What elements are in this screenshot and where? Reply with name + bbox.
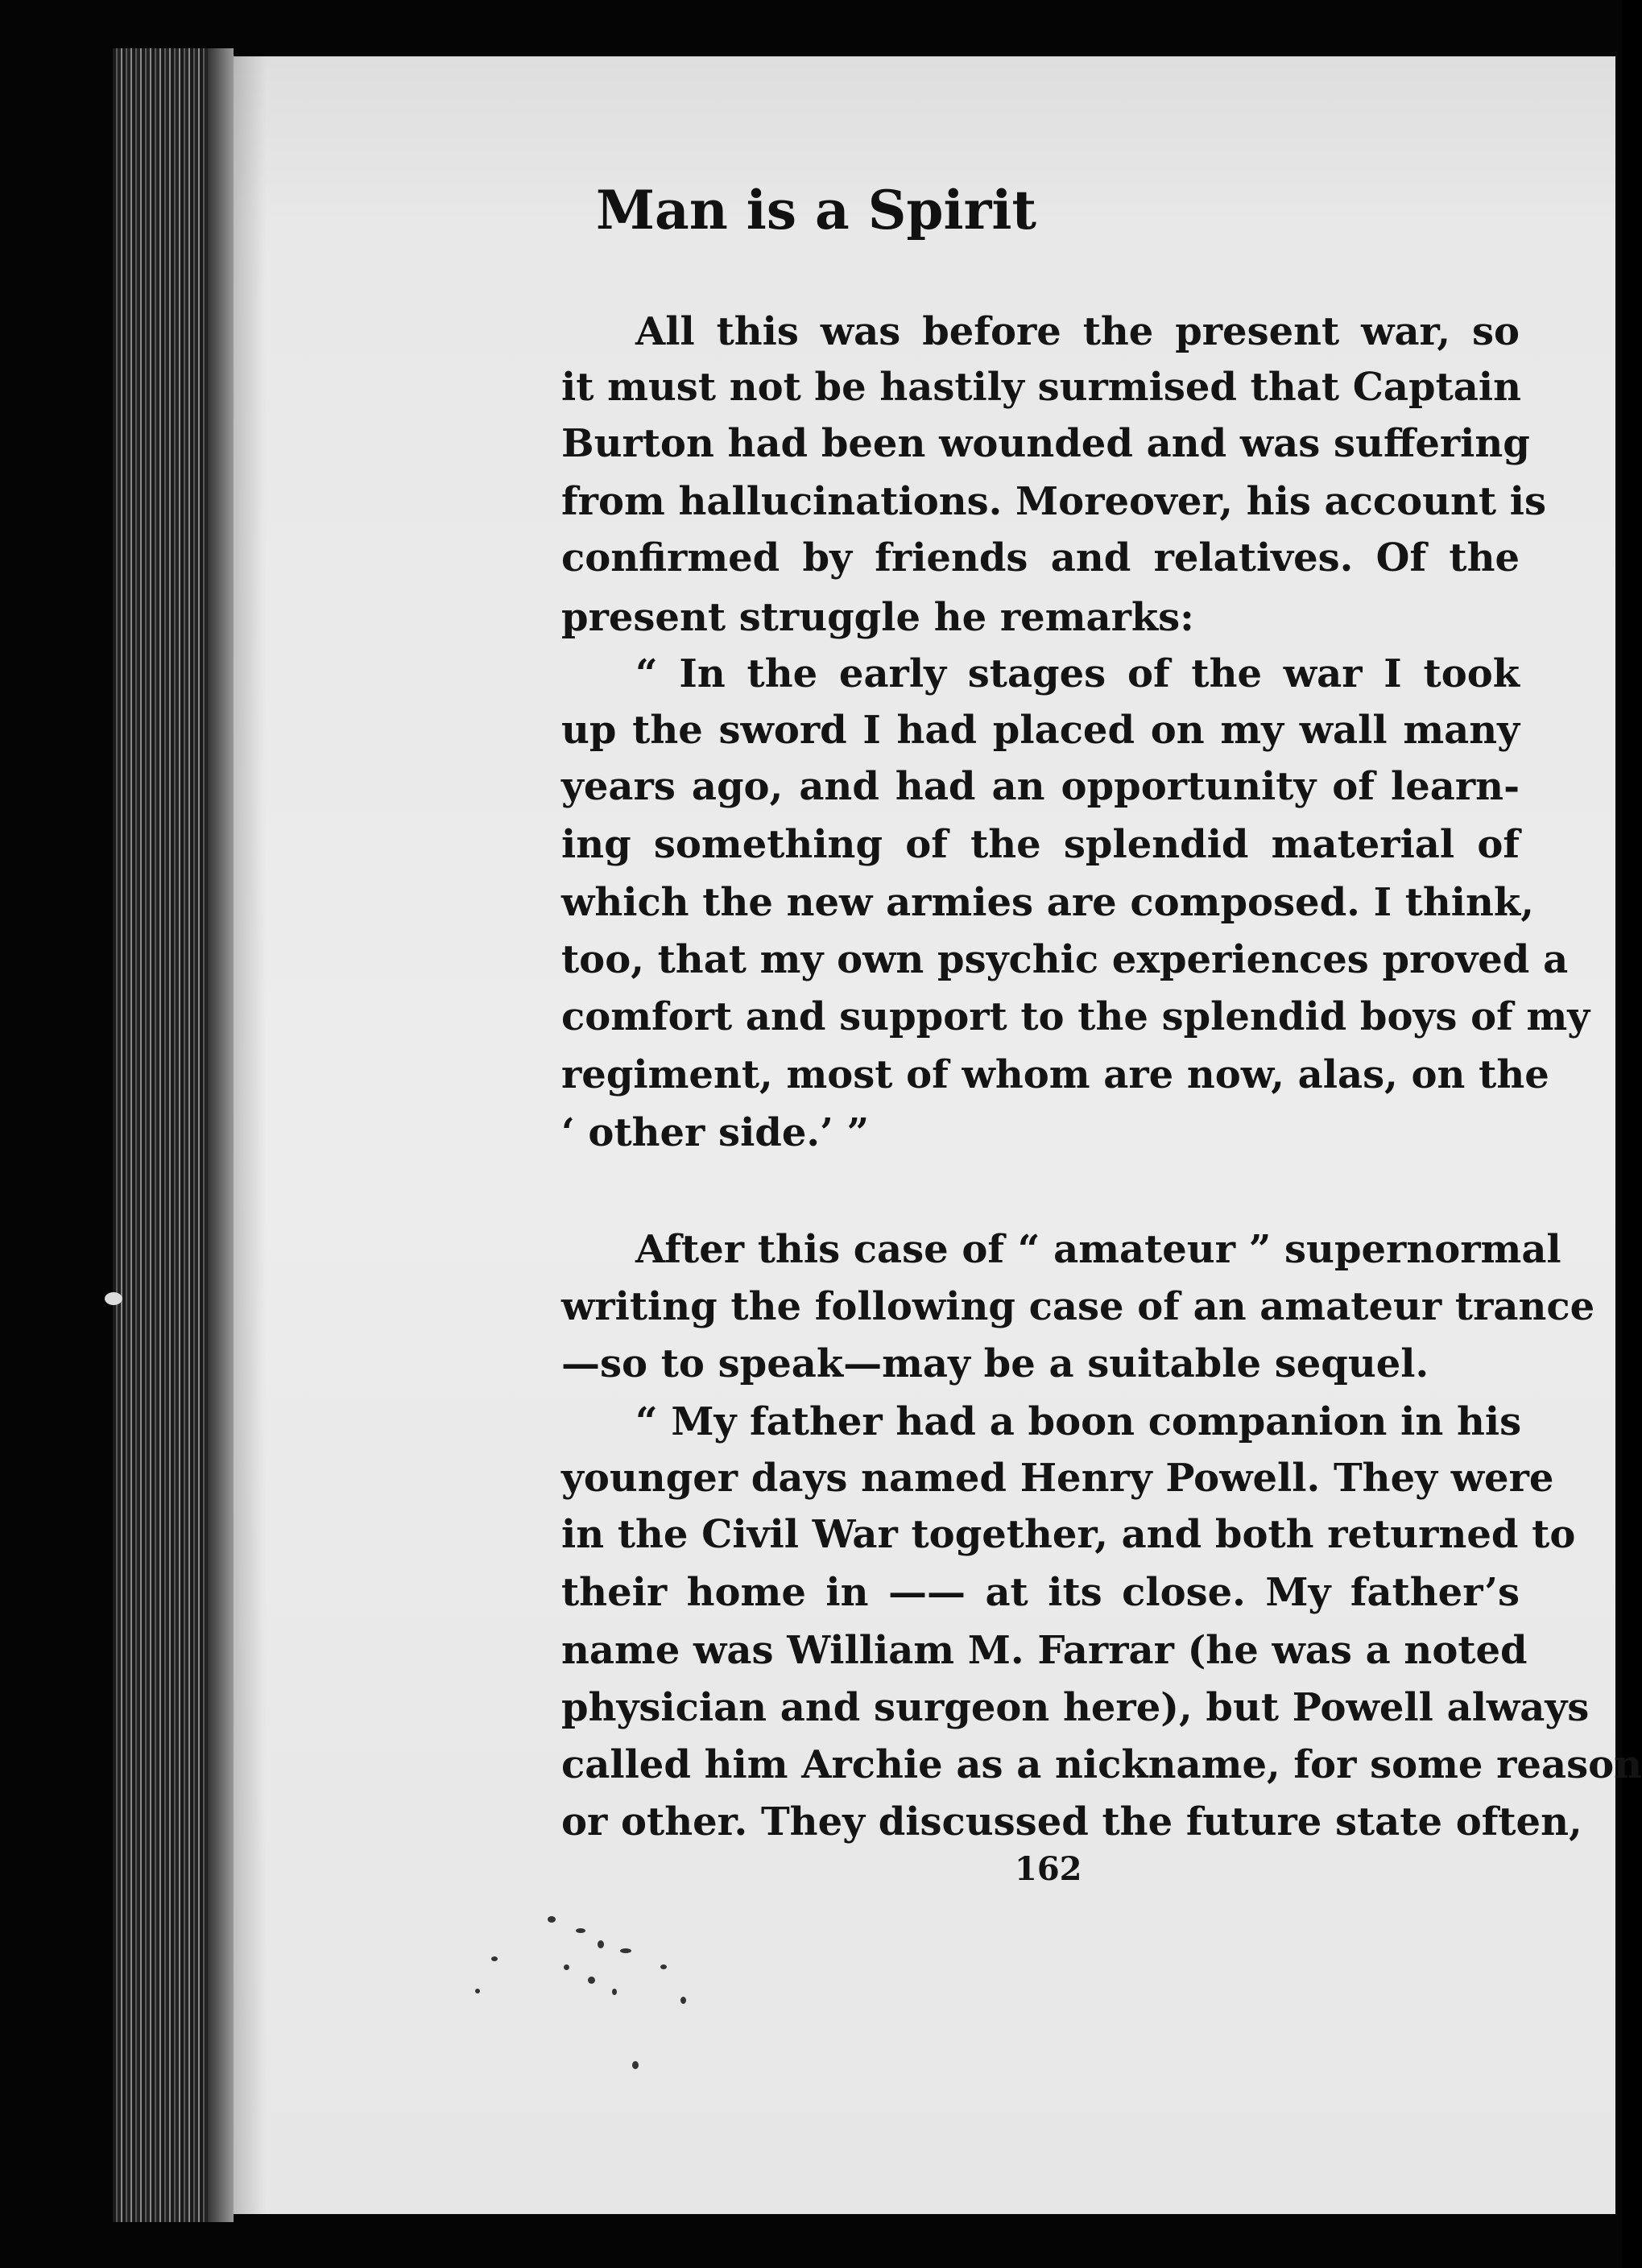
scan-speckle	[588, 1977, 595, 1984]
text-line: writing the following case of an amateur trance	[561, 1284, 1595, 1329]
text-line: present struggle he remarks:	[561, 595, 1194, 640]
text-line: from hallucinations. Moreover, his account is	[561, 479, 1547, 524]
text-line: it must not be hastily surmised that Captain	[561, 365, 1521, 410]
scan-speckle	[620, 1948, 631, 1953]
text-line: —so to speak—may be a suitable sequel.	[561, 1341, 1429, 1386]
text-line: All this was before the present war, so	[635, 309, 1520, 354]
running-head: Man is a Spirit	[596, 179, 1036, 242]
text-line: their home in —— at its close. My father’s	[561, 1570, 1520, 1615]
text-line: called him Archie as a nickname, for some reason	[561, 1742, 1642, 1787]
text-line: confirmed by friends and relatives. Of the	[561, 535, 1520, 580]
scan-speckle	[564, 1964, 569, 1970]
scan-speckle	[660, 1964, 667, 1969]
scan-speckle	[576, 1928, 585, 1933]
text-line: Burton had been wounded and was suffering	[561, 421, 1530, 466]
page-number: 162	[1015, 1850, 1082, 1888]
scan-speckle	[475, 1989, 480, 1993]
text-line: which the new armies are composed. I think,	[561, 880, 1534, 925]
text-line: or other. They discussed the future state often,	[561, 1799, 1582, 1845]
text-line: After this case of “ amateur ” supernormal	[635, 1227, 1561, 1272]
scan-speckle	[491, 1956, 498, 1961]
text-line: physician and surgeon here), but Powell always	[561, 1685, 1590, 1730]
text-line: name was William M. Farrar (he was a noted	[561, 1628, 1528, 1673]
scan-speckle	[548, 1916, 556, 1923]
text-line: up the sword I had placed on my wall many	[561, 708, 1520, 753]
text-line: ing something of the splendid material of	[561, 822, 1520, 867]
scan-speckle	[680, 1997, 686, 2004]
scan-speckle	[105, 1292, 122, 1305]
scan-speckle	[632, 2061, 639, 2069]
text-line: ‘ other side.’ ”	[561, 1110, 870, 1155]
text-line: years ago, and had an opportunity of learn-	[561, 764, 1520, 809]
text-line: comfort and support to the splendid boys of my	[561, 994, 1590, 1039]
text-line: younger days named Henry Powell. They were	[561, 1456, 1554, 1501]
text-line: in the Civil War together, and both returned to	[561, 1512, 1576, 1557]
text-line: “ In the early stages of the war I took	[635, 651, 1520, 696]
scan-speckle	[598, 1940, 604, 1948]
text-line: too, that my own psychic experiences proved a	[561, 937, 1569, 982]
scan-speckle	[612, 1989, 617, 1995]
text-line: regiment, most of whom are now, alas, on the	[561, 1052, 1549, 1097]
text-line: “ My father had a boon companion in his	[635, 1399, 1522, 1444]
